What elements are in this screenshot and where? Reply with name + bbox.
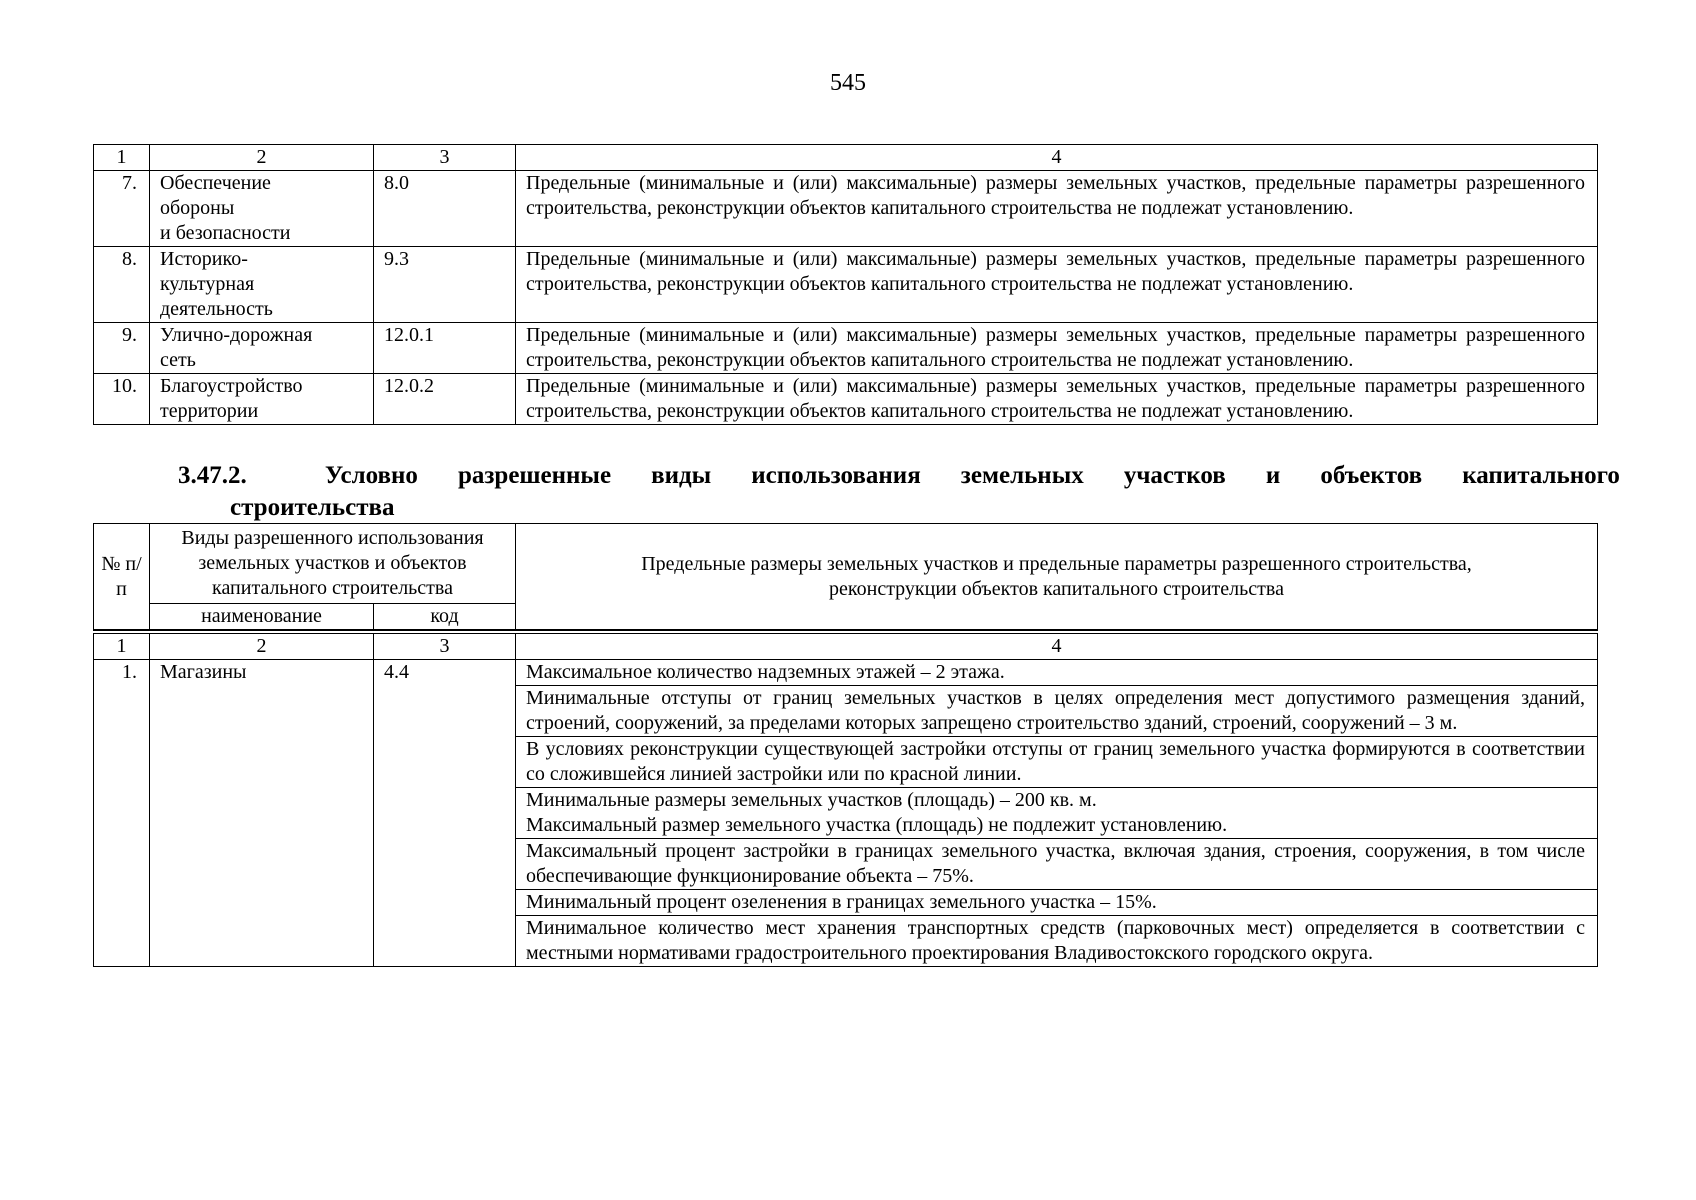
section-number: 3.47.2. — [178, 462, 247, 489]
limit-item — [516, 788, 1598, 839]
header-name: наименование — [150, 604, 374, 630]
column-number: 3 — [374, 145, 516, 171]
use-name: Магазины — [150, 660, 374, 967]
limit-item: Максимальный процент застройки в границах земельного участка, включая здания, строения, сооружения, в том числе обеспечивающие функционирование объекта – 75%. — [516, 839, 1598, 890]
section-title-word: виды — [651, 462, 712, 489]
limit-item-line: Минимальные размеры земельных участков (площадь) – 200 кв. м. — [526, 789, 1097, 811]
limit-item: Максимальное количество надземных этажей – 2 этажа. — [516, 660, 1598, 686]
column-number: 4 — [516, 632, 1598, 660]
conditional-use-table — [93, 523, 1598, 967]
table-row — [94, 171, 1598, 247]
column-number: 1 — [94, 632, 150, 660]
use-name-line: Обеспечение — [160, 172, 271, 194]
section-title-word: капитального — [1462, 462, 1620, 489]
use-code: 9.3 — [374, 247, 516, 323]
section-title-word: участков — [1123, 462, 1226, 489]
row-number: 1. — [94, 660, 150, 967]
use-name-line: Благоустройство — [160, 375, 303, 397]
limits-text: Предельные (минимальные и (или) максимальные) размеры земельных участков, предельные параметры разрешенного строительства, реконструкции объектов капитального строительства не подлежат установлению. — [516, 323, 1598, 374]
section-heading — [178, 460, 1620, 524]
use-name — [150, 323, 374, 374]
table-row — [94, 374, 1598, 425]
section-title-word: объектов — [1320, 462, 1423, 489]
section-title-word: Условно — [324, 462, 418, 489]
column-number: 3 — [374, 632, 516, 660]
use-name — [150, 374, 374, 425]
limit-item: Минимальный процент озеленения в границах земельного участка – 15%. — [516, 890, 1598, 916]
section-title-word: и — [1265, 462, 1281, 489]
header-code: код — [374, 604, 516, 630]
section-title-line2: строительства — [230, 494, 395, 521]
use-code: 12.0.1 — [374, 323, 516, 374]
use-name-line: сеть — [160, 349, 196, 371]
column-number-row — [94, 145, 1598, 171]
use-code: 4.4 — [374, 660, 516, 967]
limit-item-line: Максимальный размер земельного участка (площадь) не подлежит установлению. — [526, 814, 1228, 836]
row-number: 8. — [94, 247, 150, 323]
table-row — [94, 660, 1598, 686]
use-name — [150, 171, 374, 247]
limit-item: Минимальные отступы от границ земельных участков в целях определения мест допустимого размещения зданий, строений, сооружений, за пределами которых запрещено строительство зданий, строений, сооружений – 3 м. — [516, 686, 1598, 737]
limit-item: В условиях реконструкции существующей застройки отступы от границ земельного участка формируются в соответствии со сложившейся линией застройки или по красной линии. — [516, 737, 1598, 788]
row-number: 9. — [94, 323, 150, 374]
use-code: 12.0.2 — [374, 374, 516, 425]
use-name-line: культурная — [160, 273, 255, 295]
header-row — [94, 524, 1598, 604]
use-name-line: территории — [160, 400, 259, 422]
row-number: 7. — [94, 171, 150, 247]
use-name — [150, 247, 374, 323]
column-number: 4 — [516, 145, 1598, 171]
page-number: 545 — [830, 70, 866, 96]
use-name-line: Улично-дорожная — [160, 324, 313, 346]
section-heading-line — [178, 460, 1620, 492]
limits-text: Предельные (минимальные и (или) максимальные) размеры земельных участков, предельные параметры разрешенного строительства, реконструкции объектов капитального строительства не подлежат установлению. — [516, 374, 1598, 425]
permitted-use-table-continued — [93, 144, 1598, 425]
use-name-line: и безопасности — [160, 222, 291, 244]
section-title-word: разрешенные — [457, 462, 612, 489]
column-number: 1 — [94, 145, 150, 171]
header-kinds: Виды разрешенного использования земельных участков и объектов капитального строительства — [150, 524, 516, 604]
column-number: 2 — [150, 145, 374, 171]
use-name-line: обороны — [160, 197, 235, 219]
use-name-line: деятельность — [160, 298, 273, 320]
table-row — [94, 323, 1598, 374]
use-name-line: Историко- — [160, 248, 248, 270]
limits-text: Предельные (минимальные и (или) максимальные) размеры земельных участков, предельные параметры разрешенного строительства, реконструкции объектов капитального строительства не подлежат установлению. — [516, 247, 1598, 323]
limits-text: Предельные (минимальные и (или) максимальные) размеры земельных участков, предельные параметры разрешенного строительства, реконструкции объектов капитального строительства не подлежат установлению. — [516, 171, 1598, 247]
column-number-row — [94, 632, 1598, 660]
table-row — [94, 247, 1598, 323]
header-num: № п/п — [94, 524, 150, 630]
column-number: 2 — [150, 632, 374, 660]
limit-item: Минимальное количество мест хранения транспортных средств (парковочных мест) определяется в соответствии с местными нормативами градостроительного проектирования Владивостокского городского округа. — [516, 916, 1598, 967]
header-limits: Предельные размеры земельных участков и предельные параметры разрешенного строительства, реконструкции объектов капитального строительства — [516, 524, 1598, 630]
use-code: 8.0 — [374, 171, 516, 247]
section-title-word: использования — [751, 462, 921, 489]
section-title-word: земельных — [960, 462, 1084, 489]
row-number: 10. — [94, 374, 150, 425]
